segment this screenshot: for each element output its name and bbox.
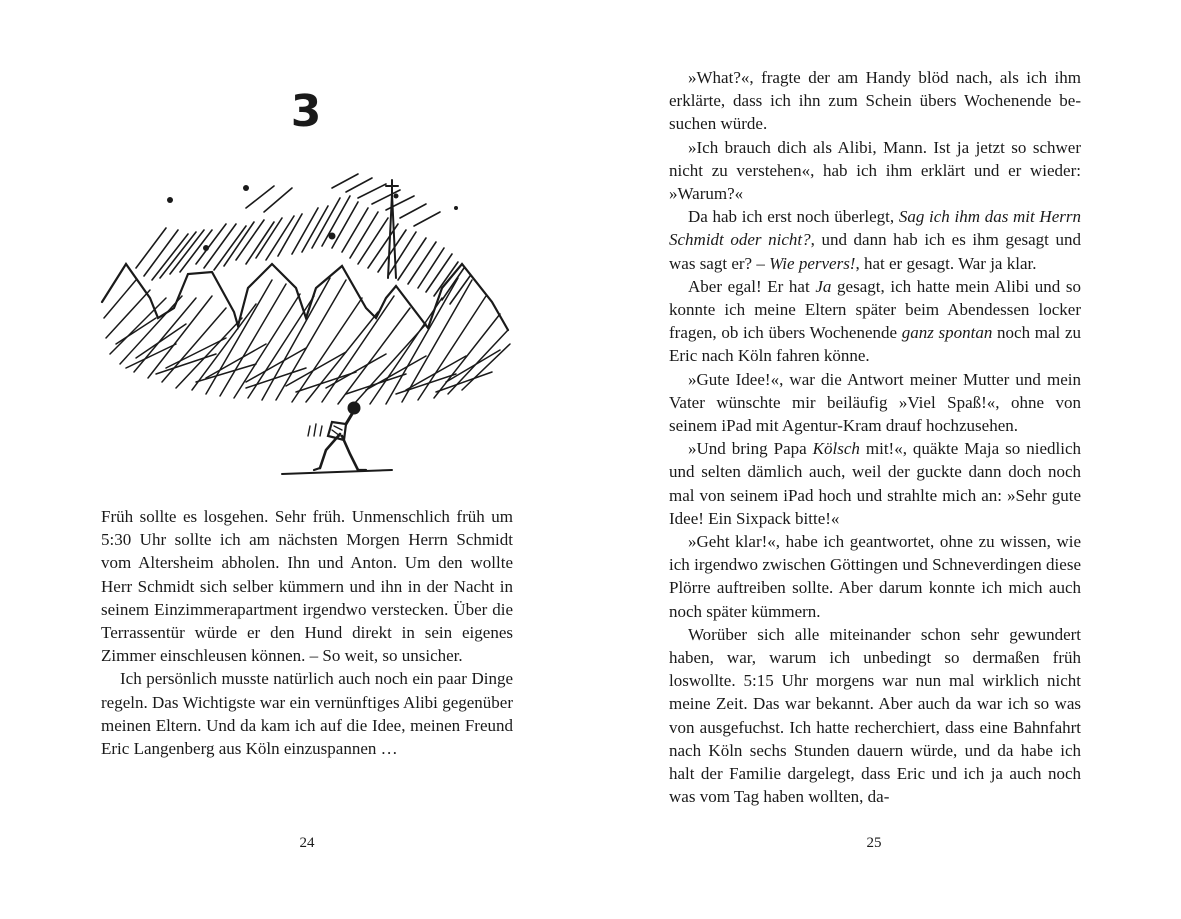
sky-hatching (136, 174, 470, 304)
text-run: »Und bring Papa (688, 439, 813, 459)
text-run: »What?«, fragte der am Handy blöd nach, als ich ihm erklärte, dass ich ihn zum Schein übers Wochenende besuchen würde. (669, 68, 1081, 134)
paragraph (669, 368, 1081, 438)
text-run: Worüber sich alle miteinander schon sehr gewundert haben, war, warum ich unbedingt so dermaßen früh loswollte. 5:15 Uhr morgens war nun mal wirklich nicht meine Zeit. Das war bekannt. Aber auch da war ich so was von ausgefuchst. Ich hatte recherchiert, dass eine Bahnfahrt nach Köln sechs Stunden dauern würde, und da habe ich halt der Familie dargelegt, dass Eric und ich ja auch noch was vom Tag haben wollten, da- (669, 624, 1081, 807)
paragraph (101, 505, 513, 667)
paragraph (669, 205, 1081, 275)
text-run: Früh sollte es losgehen. Sehr früh. Unmenschlich früh um 5:30 Uhr sollte ich am nächsten Morgen Herrn Schmidt vom Altersheim abholen. Ihn und Anton. Um den wollte Herr Schmidt sich selber kümmern und ihn in der Nacht in seinem Einzimmerapartment irgendwo verstecken. Über die Terrassentür würde er den Hund direkt in sein eigenes Zimmer einschleusen können. – So weit, so unsicher. (101, 507, 513, 666)
italic-text: Sag ich ihm das mit Herrn Schmidt oder nicht? (669, 207, 1081, 250)
text-run: gesagt, ich hatte mein Alibi und so konnte ich meine Eltern später beim Abendessen locker fragen, ob ich übers Wochenende (669, 276, 1081, 343)
paragraph (101, 667, 513, 760)
paragraph (669, 66, 1081, 136)
walking-figure (282, 402, 392, 475)
paragraph (669, 623, 1081, 809)
paragraph (669, 136, 1081, 206)
text-run: »Ich brauch dich als Alibi, Mann. Ist ja jetzt so schwer nicht zu verstehen«, hab ich ihm erklärt und er wieder: »Warum?« (669, 137, 1081, 204)
text-run: , und dann hab ich es ihm gesagt und was sagt er? – (669, 230, 1081, 273)
italic-text: Ja (815, 276, 832, 296)
left-page (0, 0, 590, 919)
page-number-right: 25 (866, 835, 882, 851)
text-run: »Gute Idee!«, war die Antwort meiner Mutter und mein Vater wünschte mir beiläufig »Viel Spaß!«, ohne von seinem iPad mit Agentur-Kram drauf hochzusehen. (669, 369, 1081, 436)
paragraph (669, 530, 1081, 623)
text-run: »Geht klar!«, habe ich geantwortet, ohne zu wissen, wie ich irgendwo zwischen Göttingen und Schneverdingen diese Plörre auftreiben sollte. Aber darum konnte ich mich auch noch später kümmern. (669, 532, 1081, 621)
text-run: Aber egal! Er hat (688, 276, 816, 296)
paragraph (669, 437, 1081, 530)
right-page-text (669, 66, 1081, 809)
text-run: Ich persönlich musste natürlich auch noch ein paar Dinge regeln. Das Wichtigste war ein vernünftiges Alibi gegenüber meinen Eltern. Und da kam ich auf die Idee, meinen Freund Eric Langenberg aus Köln einzuspannen … (101, 669, 513, 759)
italic-text: ganz spontan (901, 323, 993, 343)
right-page (590, 0, 1181, 919)
page-number-left: 24 (299, 835, 315, 851)
text-run: , hat er gesagt. War ja klar. (855, 253, 1037, 273)
house-hatching (104, 278, 510, 404)
chapter-illustration (96, 168, 516, 486)
text-run: noch mal zu Eric nach Köln fahren könne. (669, 323, 1081, 366)
italic-text: Wie pervers! (769, 253, 856, 273)
italic-text: Kölsch (812, 439, 860, 459)
text-run: mit!«, quäkte Maja so niedlich und selten dämlich auch, weil der guckte dann doch noch mal von seinem iPad hoch und strahlte mich an: »Sehr gute Idee! Ein Sixpack bitte!« (669, 439, 1081, 528)
chapter-number: 3 (290, 86, 322, 137)
text-run: Da hab ich erst noch überlegt, (688, 207, 899, 227)
paragraph (669, 275, 1081, 368)
left-page-text (101, 505, 513, 760)
